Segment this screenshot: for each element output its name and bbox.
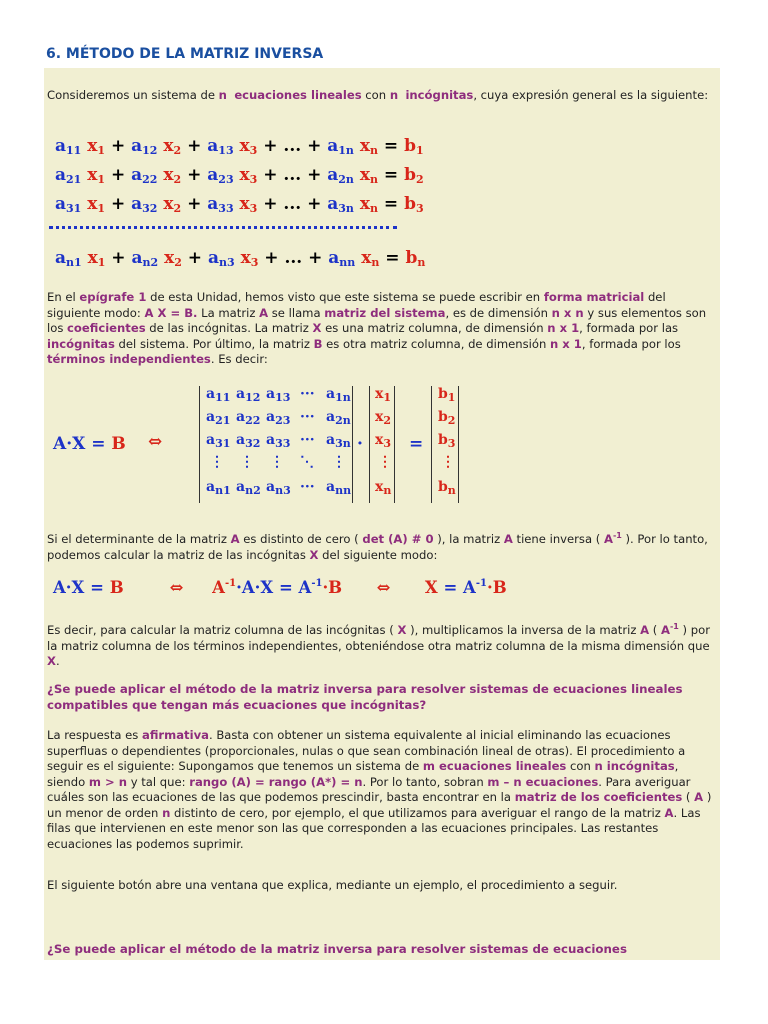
answer-paragraph: La respuesta es afirmativa. Basta con obtener un sistema equivalente al inicial eliminando las ecuaciones superfluas o dependientes (proporcionales, nulas o que sean combinación lineal de otras). El procedimiento a seguir es el siguiente: Supongamos que tenemos un sistema de m ecuaciones lineales con n incógnitas, siendo m > n y tal que: rango (A) = rango (A*) = n. Por lo tanto, sobran m – n ecuaciones. Para averiguar cuáles son las ecuaciones de las que podemos prescindir, basta encontrar en la matriz de los coeficientes ( A ) un menor de orden n distinto de cero, por ejemplo, el que utilizamos para averiguar el rango de la matriz A. Las filas que intervienen en este menor son las que corresponden a las ecuaciones principales. Las restantes ecuaciones las podemos suprimir. [47,728,712,851]
equation-row-3: $a_{31}$ $x_1 + a_{32}$ $x_2 + a_{33}$ $x_3$ + ... + $a_{3n}$ $x_n = b_3$ [55,194,424,215]
constants-matrix: $b_1$ $b_2$ $b_3$ ⋮ $b_n$ [431,386,459,503]
page-title: 6. MÉTODO DE LA MATRIZ INVERSA [46,46,324,62]
unknowns-matrix: $x_1$ $x_2$ $x_3$ ⋮ $x_n$ [369,386,395,503]
dotted-separator [49,226,397,229]
inverse-explanation-paragraph: Es decir, para calcular la matriz columna de las incógnitas ( X ), multiplicamos la inversa de la matriz A ( $A^{-1}$ ) por la matriz columna de los términos independientes, obteniéndose otra matriz columna de la misma dimensión que X. [47,622,710,668]
dot-operator: · [357,434,363,454]
equation-row-n: $a_{n1}$ $x_1 + a_{n2}$ $x_2 + a_{n3}$ $x_3$ + ... + $a_{nn}$ $x_n = b_n$ [55,248,426,269]
coefficient-matrix: $a_{11}$ $a_{12}$ $a_{13}$ ··· $a_{1n}$ $a_{21}$ $a_{22}$ $a_{23}$ ··· $a_{2n}$ $a_{31}$ $a_{32}$ $a_{33}$ ··· $a_{3n}$ ⋮ ⋮ ⋮ ⋱ ⋮ $a_{n1}$ $a_{n2}$ $a_{n3}$ ··· $a_{nn}$ [199,386,353,503]
equivalence-symbol: ⇔ [148,432,163,452]
button-note-paragraph: El siguiente botón abre una ventana que explica, mediante un ejemplo, el procedimiento a seguir. [47,878,618,892]
question-heading-2: ¿Se puede aplicar el método de la matriz inversa para resolver sistemas de ecuaciones [47,942,627,956]
question-heading-1: ¿Se puede aplicar el método de la matriz inversa para resolver sistemas de ecuaciones lineales compatibles que tengan más ecuaciones que incógnitas? [47,682,683,712]
matrix-form-paragraph: En el epígrafe 1 de esta Unidad, hemos visto que este sistema se puede escribir en forma matricial del siguiente modo: A X = B. La matriz A se llama matriz del sistema, es de dimensión n x n y sus elementos son los coeficientes de las incógnitas. La matriz X es una matriz columna, de dimensión n x 1, formada por las incógnitas del sistema. Por último, la matriz B es otra matriz columna, de dimensión n x 1, formada por los términos independientes. Es decir: [47,290,707,366]
intro-paragraph: Consideremos un sistema de n ecuaciones lineales con n incógnitas, cuya expresión general es la siguiente: [47,88,709,102]
inverse-equation: A·X = B ⇔ $A^{-1}\cdot A\cdot X = A^{-1}\cdot B$ ⇔ $X = A^{-1}\cdot B$ [53,578,507,597]
matrix-equation-label: A·X = B [53,434,126,454]
equals-sign: = [409,434,424,454]
equation-row-1: $a_{11}$ $x_1 + a_{12}$ $x_2 + a_{13}$ $x_3$ + ... + $a_{1n}$ $x_n = b_1$ [55,136,424,157]
determinant-paragraph: Si el determinante de la matriz A es distinto de cero ( det (A) # 0 ), la matriz A tiene inversa ( $A^{-1}$ ). Por lo tanto, podemos calcular la matriz de las incógnitas X del siguiente modo: [47,531,708,562]
content-panel [44,68,720,960]
equation-row-2: $a_{21}$ $x_1 + a_{22}$ $x_2 + a_{23}$ $x_3$ + ... + $a_{2n}$ $x_n = b_2$ [55,165,424,186]
